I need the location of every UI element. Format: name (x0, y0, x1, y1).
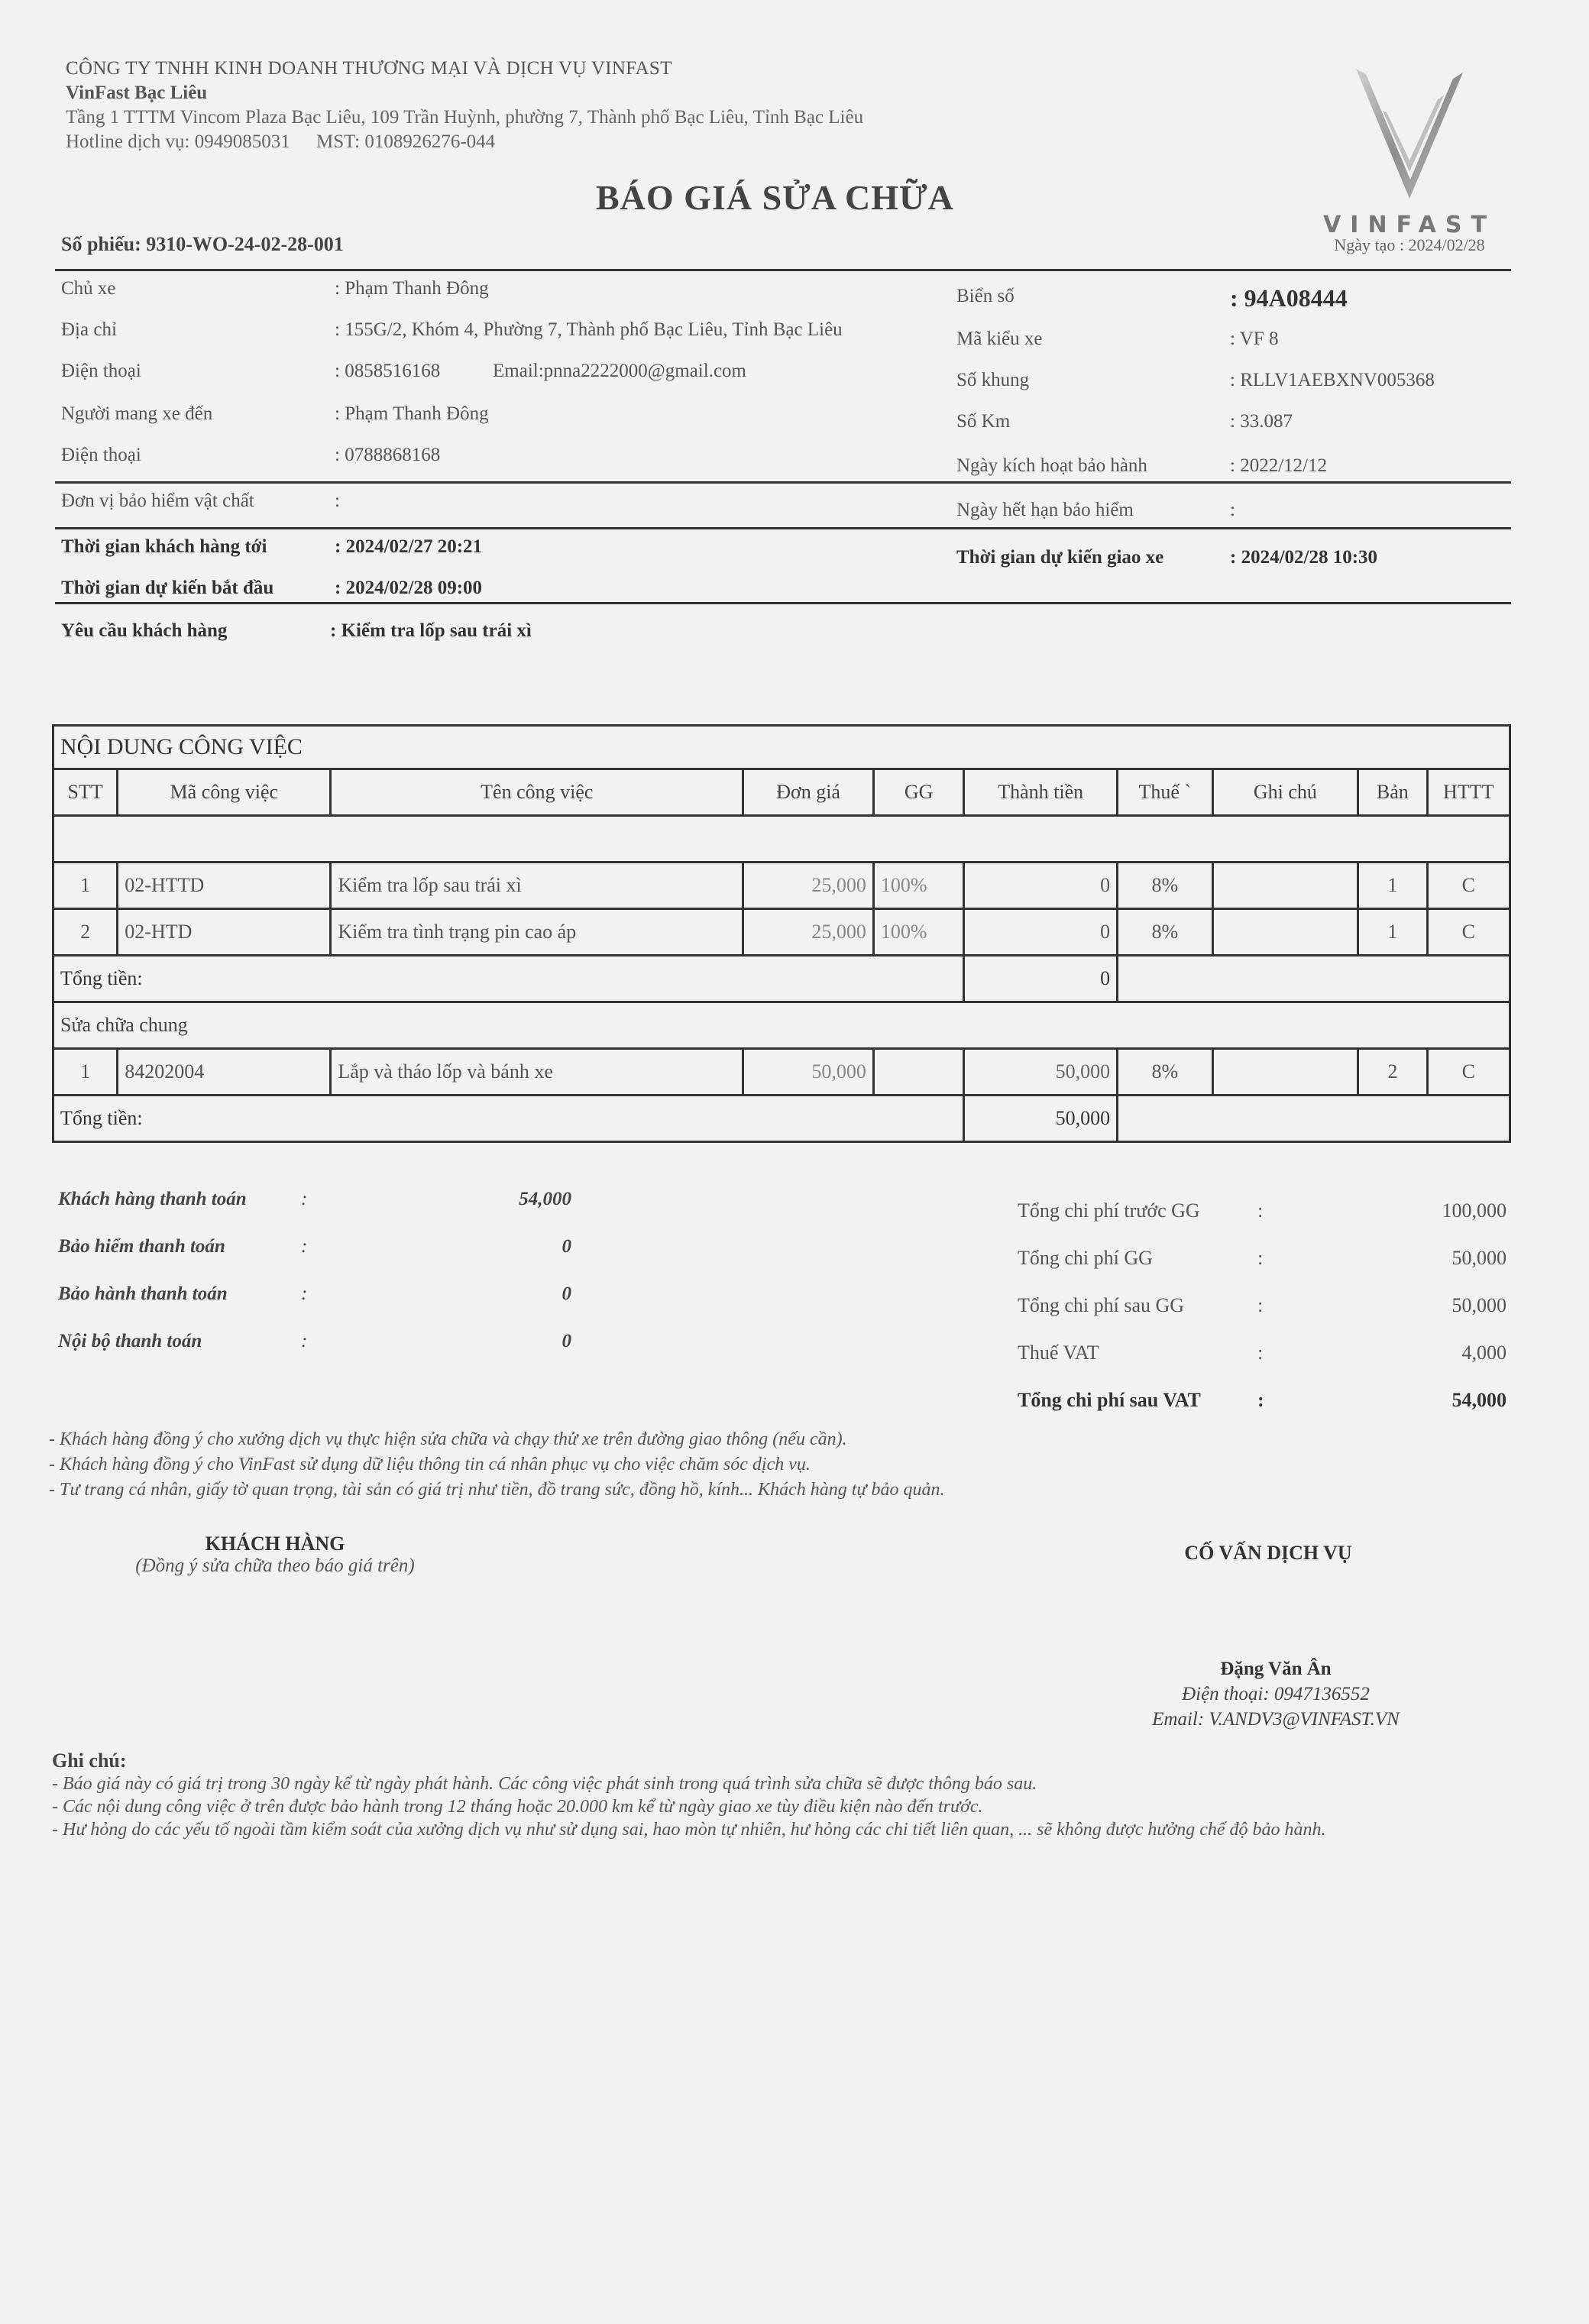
divider (55, 269, 1511, 271)
payment-value: 0 (561, 1236, 571, 1257)
cell-copy: 1 (1358, 863, 1427, 909)
cell-price: 25,000 (743, 863, 874, 909)
col-header-code: Mã công việc (118, 769, 331, 816)
work-section-title: NỘI DUNG CÔNG VIỆC (53, 726, 1510, 769)
payment-row (58, 1331, 571, 1352)
payment-row (58, 1236, 571, 1257)
summary-row (1018, 1199, 1506, 1222)
col-header-copy: Bản (1358, 769, 1427, 816)
owner-value: : Phạm Thanh Đông (335, 278, 489, 299)
empty-cell (1118, 1096, 1510, 1142)
advisor-signature-title: CỐ VẤN DỊCH VỤ (1184, 1542, 1352, 1564)
address-value: : 155G/2, Khóm 4, Phường 7, Thành phố Bạc Liêu, Tỉnh Bạc Liêu (335, 319, 843, 340)
vinfast-v-icon (1352, 65, 1467, 202)
company-branch: VinFast Bạc Liêu (66, 83, 208, 103)
cell-stt: 1 (53, 1049, 118, 1096)
km-row (956, 411, 1293, 432)
ticket-number: Số phiếu: 9310-WO-24-02-28-001 (61, 233, 344, 255)
vin-label: Số khung (956, 370, 1030, 390)
advisor-email: Email: V.ANDV3@VINFAST.VN (1152, 1709, 1400, 1730)
cell-pay: C (1427, 909, 1510, 956)
cell-name: Kiểm tra tình trạng pin cao áp (331, 909, 743, 956)
customer-signature-title: KHÁCH HÀNG (205, 1533, 345, 1555)
insurer-row (61, 490, 340, 512)
payment-colon: : (301, 1331, 308, 1351)
arrive-row (61, 536, 483, 558)
company-header (66, 57, 863, 154)
model-label: Mã kiểu xe (956, 329, 1043, 349)
cell-copy: 2 (1358, 1049, 1427, 1096)
summary-colon: : (1257, 1294, 1264, 1316)
start-label: Thời gian dự kiến bắt đầu (61, 578, 274, 598)
cell-discount: 100% (873, 909, 963, 956)
payment-row (58, 1283, 571, 1305)
cell-name: Lắp và tháo lốp và bánh xe (331, 1049, 743, 1096)
col-header-discount: GG (873, 769, 963, 816)
cell-tax: 8% (1118, 909, 1212, 956)
cell-stt: 1 (53, 863, 118, 909)
col-header-stt: STT (53, 769, 118, 816)
bringer-row (61, 403, 489, 425)
address-label: Địa chỉ (61, 319, 117, 340)
subtotal-label: Tổng tiền: (53, 956, 964, 1002)
empty-cell (1118, 956, 1510, 1002)
payment-row (58, 1189, 571, 1210)
phone-label: Điện thoại (61, 361, 141, 381)
advisor-contact (1070, 1656, 1482, 1732)
cell-pay: C (1427, 1049, 1510, 1096)
request-row (61, 620, 532, 642)
cell-name: Kiểm tra lốp sau trái xì (331, 863, 743, 909)
section-title-row (53, 726, 1510, 769)
arrive-value: : 2024/02/27 20:21 (335, 536, 483, 557)
vinfast-wordmark: VINFAST (1323, 212, 1496, 238)
note-line: - Các nội dung công việc ở trên được bảo hành trong 12 tháng hoặc 20.000 km kể từ ngày giao xe tùy điều kiện nào đến trước. (52, 1797, 983, 1817)
start-value: : 2024/02/28 09:00 (335, 578, 483, 598)
plate-label: Biển số (956, 286, 1015, 306)
advisor-phone: Điện thoại: 0947136552 (1182, 1684, 1370, 1704)
group-title: Sửa chữa chung (53, 1002, 1510, 1049)
cell-note (1212, 863, 1358, 909)
cell-discount: 100% (873, 863, 963, 909)
page-title: BÁO GIÁ SỬA CHỮA (596, 178, 954, 217)
arrive-label: Thời gian khách hàng tới (61, 536, 267, 557)
cell-amount: 0 (964, 863, 1118, 909)
advisor-name: Đặng Văn Ân (1220, 1659, 1332, 1679)
plate-row (956, 284, 1348, 312)
payment-label: Nội bộ thanh toán (58, 1331, 202, 1351)
col-header-name: Tên công việc (331, 769, 743, 816)
phone2-label: Điện thoại (61, 445, 141, 465)
request-value: : Kiểm tra lốp sau trái xì (330, 620, 532, 641)
address-row (61, 319, 843, 341)
created-date: Ngày tạo : 2024/02/28 (1334, 235, 1485, 254)
summary-label: Tổng chi phí trước GG (1018, 1199, 1200, 1222)
advisor-signature (1115, 1542, 1421, 1565)
divider (55, 481, 1511, 484)
phone-value: : 0858516168 (335, 361, 441, 381)
customer-signature-subtitle: (Đồng ý sửa chữa theo báo giá trên) (135, 1555, 415, 1576)
owner-row (61, 278, 489, 299)
summary-value: 50,000 (1451, 1247, 1506, 1269)
subtotal-row (53, 956, 1510, 1002)
cell-tax: 8% (1118, 863, 1212, 909)
subtotal-value: 0 (964, 956, 1118, 1002)
km-label: Số Km (956, 411, 1011, 432)
cell-code: 84202004 (118, 1049, 331, 1096)
model-value: : VF 8 (1230, 329, 1279, 349)
vinfast-logo (1314, 65, 1505, 255)
ins-exp-value: : (1230, 500, 1235, 520)
col-header-note: Ghi chú (1212, 769, 1358, 816)
summary-row (1018, 1342, 1506, 1364)
km-value: : 33.087 (1230, 411, 1293, 432)
payment-colon: : (301, 1189, 308, 1209)
bringer-value: : Phạm Thanh Đông (335, 403, 489, 424)
company-name: CÔNG TY TNHH KINH DOANH THƯƠNG MẠI VÀ DỊCH VỤ VINFAST (66, 58, 672, 79)
payment-value: 54,000 (519, 1189, 571, 1209)
col-header-pay: HTTT (1427, 769, 1510, 816)
cell-note (1212, 909, 1358, 956)
owner-label: Chủ xe (61, 278, 116, 299)
col-header-price: Đơn giá (743, 769, 874, 816)
company-address: Tầng 1 TTTM Vincom Plaza Bạc Liêu, 109 Trần Huỳnh, phường 7, Thành phố Bạc Liêu, Tỉnh Bạc Liêu (66, 107, 864, 128)
cell-amount: 50,000 (964, 1049, 1118, 1096)
summary-label: Thuế VAT (1018, 1342, 1099, 1364)
cell-price: 25,000 (743, 909, 874, 956)
work-table (52, 724, 1511, 1143)
company-contact (66, 130, 863, 154)
summary-colon: : (1257, 1342, 1264, 1364)
cell-copy: 1 (1358, 909, 1427, 956)
cell-code: 02-HTD (118, 909, 331, 956)
summary-value: 4,000 (1461, 1342, 1506, 1364)
table-row (53, 1049, 1510, 1096)
warranty-label: Ngày kích hoạt bảo hành (956, 455, 1147, 476)
payment-value: 0 (561, 1331, 571, 1351)
cell-stt: 2 (53, 909, 118, 956)
note-line: - Báo giá này có giá trị trong 30 ngày kể từ ngày phát hành. Các công việc phát sinh trong quá trình sửa chữa sẽ được thông báo sau. (52, 1774, 1037, 1794)
vin-row (956, 370, 1435, 391)
divider (55, 602, 1511, 604)
divider (55, 527, 1511, 529)
notes (52, 1749, 1503, 1841)
ins-exp-label: Ngày hết hạn bảo hiểm (956, 500, 1134, 520)
company-tax-id: MST: 0108926276-044 (316, 131, 496, 152)
payment-colon: : (301, 1283, 308, 1304)
summary-label: Tổng chi phí GG (1018, 1247, 1153, 1269)
payment-label: Bảo hành thanh toán (58, 1283, 228, 1304)
summary-colon: : (1257, 1247, 1264, 1269)
summary-total-row (1018, 1389, 1506, 1412)
request-label: Yêu cầu khách hàng (61, 620, 228, 641)
cell-pay: C (1427, 863, 1510, 909)
cell-code: 02-HTTD (118, 863, 331, 909)
empty-cell (53, 816, 1510, 863)
term-line: - Khách hàng đồng ý cho VinFast sử dụng dữ liệu thông tin cá nhân phục vụ cho việc chăm sóc dịch vụ. (49, 1455, 811, 1474)
customer-signature (122, 1533, 428, 1577)
vin-value: : RLLV1AEBXNV005368 (1230, 370, 1435, 390)
warranty-row (956, 455, 1328, 477)
delivery-label: Thời gian dự kiến giao xe (956, 547, 1164, 568)
summary-label: Tổng chi phí sau VAT (1018, 1389, 1201, 1411)
subtotal-value: 50,000 (964, 1096, 1118, 1142)
summary-value: 100,000 (1442, 1199, 1506, 1222)
summary-label: Tổng chi phí sau GG (1018, 1294, 1185, 1316)
summary-row (1018, 1294, 1506, 1317)
spacer-row (53, 816, 1510, 863)
notes-title: Ghi chú: (52, 1749, 127, 1772)
subtotal-label: Tổng tiền: (53, 1096, 964, 1142)
summary-value: 54,000 (1451, 1389, 1506, 1411)
phone-row (61, 361, 746, 382)
term-line: - Tư trang cá nhân, giấy tờ quan trọng, tài sản có giá trị như tiền, đồ trang sức, đồng hồ, kính... Khách hàng tự bảo quản. (49, 1480, 945, 1500)
bringer-label: Người mang xe đến (61, 403, 213, 424)
model-row (956, 329, 1279, 350)
cell-discount (873, 1049, 963, 1096)
insurer-label: Đơn vị bảo hiểm vật chất (61, 490, 254, 511)
summary-colon: : (1257, 1199, 1264, 1222)
summary-colon: : (1257, 1389, 1264, 1411)
group-title-row (53, 1002, 1510, 1049)
note-line: - Hư hỏng do các yếu tố ngoài tầm kiểm soát của xưởng dịch vụ như sử dụng sai, hao mòn tự nhiên, hư hỏng các chi tiết liên quan, ... sẽ không được hưởng chế độ bảo hành. (52, 1820, 1326, 1840)
terms (49, 1427, 944, 1503)
phone2-value: : 0788868168 (335, 445, 441, 465)
col-header-amount: Thành tiền (964, 769, 1118, 816)
email-value: Email:pnna2222000@gmail.com (493, 361, 746, 381)
payment-label: Khách hàng thanh toán (58, 1189, 247, 1209)
cell-note (1212, 1049, 1358, 1096)
insurer-value: : (335, 490, 340, 511)
summary-row (1018, 1247, 1506, 1270)
cell-amount: 0 (964, 909, 1118, 956)
payment-colon: : (301, 1236, 308, 1257)
cell-price: 50,000 (743, 1049, 874, 1096)
warranty-value: : 2022/12/12 (1230, 455, 1328, 476)
company-hotline: Hotline dịch vụ: 0949085031 (66, 131, 290, 152)
payment-value: 0 (561, 1283, 571, 1304)
delivery-value: : 2024/02/28 10:30 (1230, 547, 1378, 568)
table-row (53, 863, 1510, 909)
payment-label: Bảo hiểm thanh toán (58, 1236, 225, 1257)
cell-tax: 8% (1118, 1049, 1212, 1096)
col-header-tax: Thuế ` (1118, 769, 1212, 816)
plate-value: : 94A08444 (1230, 284, 1348, 312)
term-line: - Khách hàng đồng ý cho xưởng dịch vụ thực hiện sửa chữa và chạy thử xe trên đường giao thông (nếu cần). (49, 1429, 847, 1449)
start-row (61, 578, 483, 599)
summary-value: 50,000 (1451, 1294, 1506, 1316)
subtotal-row (53, 1096, 1510, 1142)
phone2-row (61, 445, 441, 466)
delivery-row (956, 547, 1378, 568)
header-row (53, 769, 1510, 816)
ins-exp-row (956, 500, 1235, 521)
table-row (53, 909, 1510, 956)
